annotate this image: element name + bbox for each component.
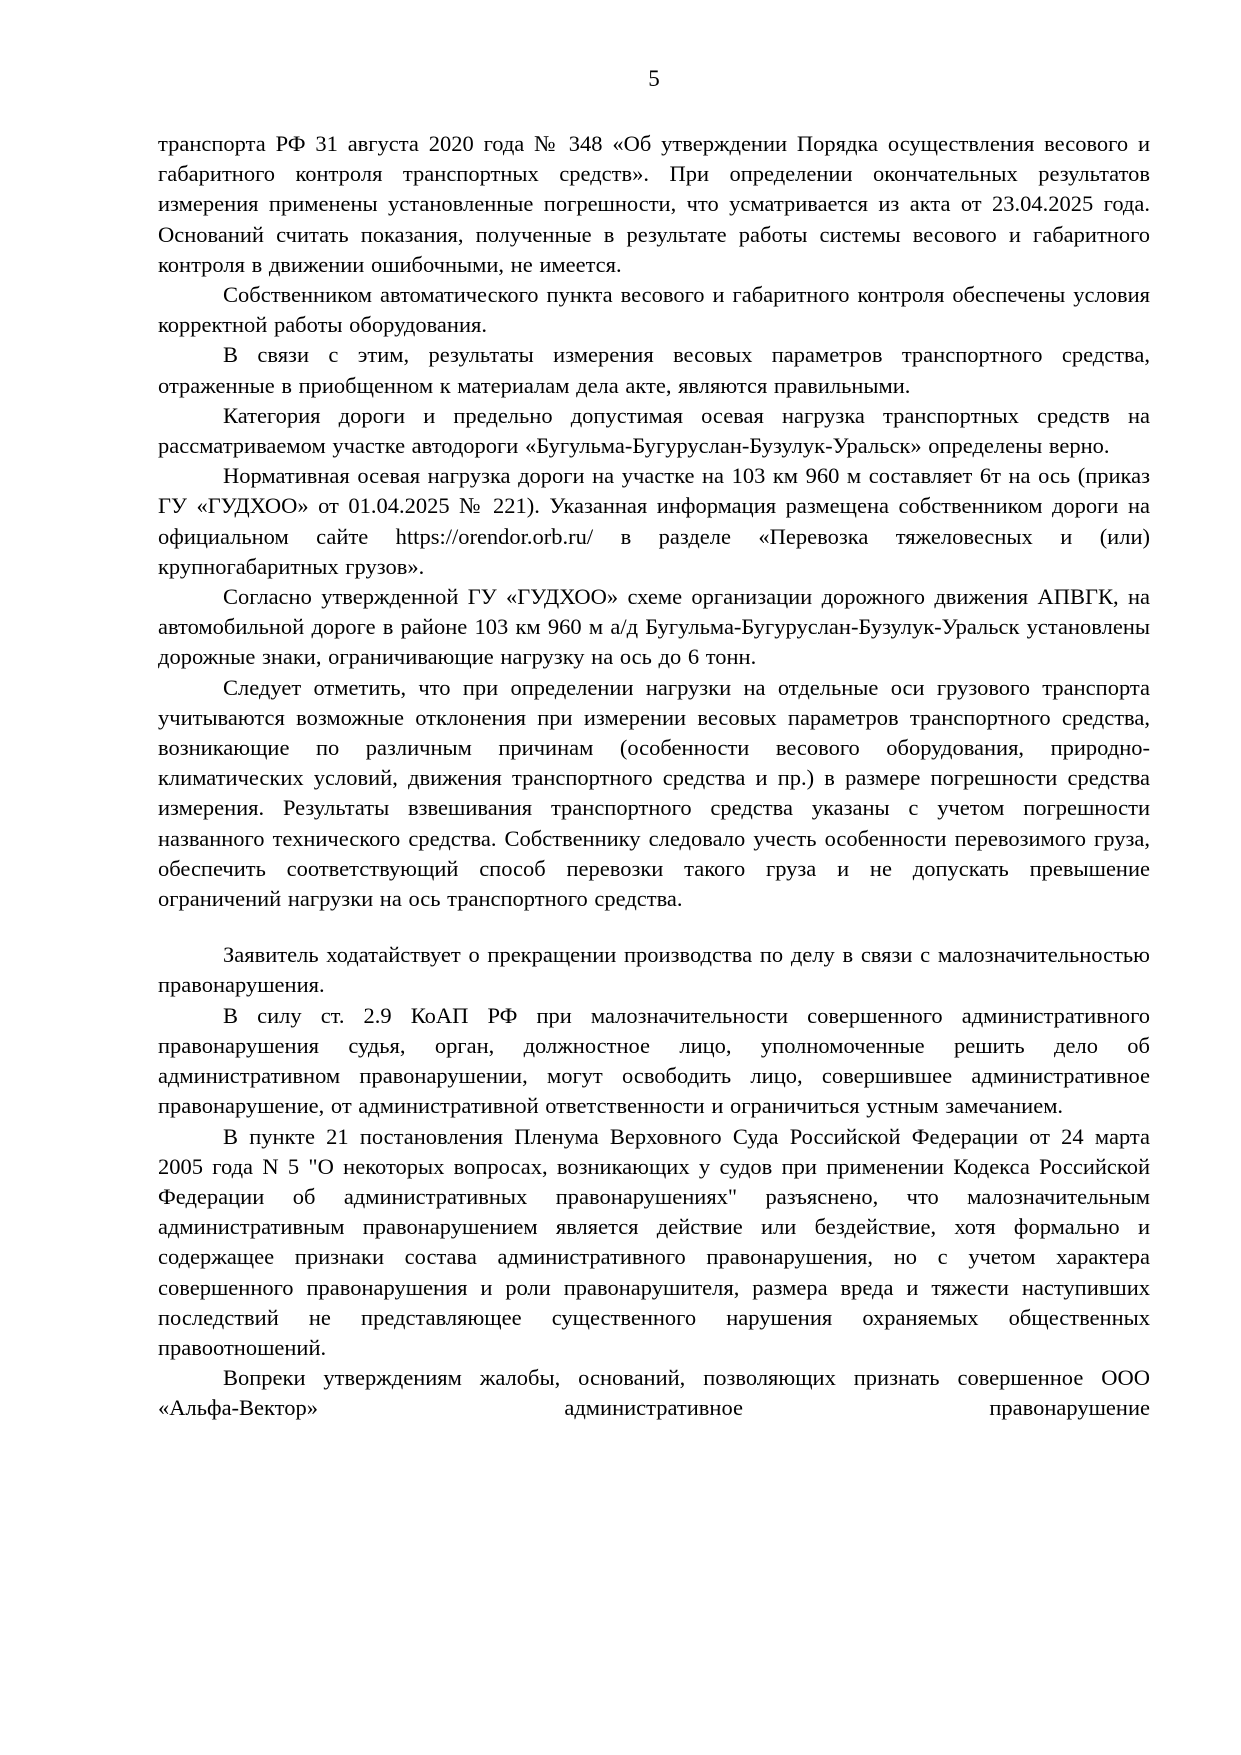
paragraph: Согласно утвержденной ГУ «ГУДХОО» схеме организации дорожного движения АПВГК, на автомобильной дороге в районе 103 км 960 м а/д Бугульма-Бугуруслан-Бузулук-Уральск установлены дорожные знаки, ограничивающие нагрузку на ось до 6 тонн.	[158, 584, 1150, 670]
paragraph: В силу ст. 2.9 КоАП РФ при малозначительности совершенного административного правонарушения судья, орган, должностное лицо, уполномоченные решить дело об административном правонарушении, могут освободить лицо, совершившее административное правонарушение, от административной ответственности и ограничиться устным замечанием.	[158, 1002, 1150, 1119]
paragraph: Вопреки утверждениям жалобы, оснований, позволяющих признать совершенное ООО «Альфа-Вектор» административное правонарушение	[158, 1365, 1150, 1421]
paragraph: Заявитель ходатайствует о прекращении производства по делу в связи с малозначительностью правонарушения.	[158, 942, 1150, 998]
paragraph: В связи с этим, результаты измерения весовых параметров транспортного средства, отраженные в приобщенном к материалам дела акте, являются правильными.	[158, 342, 1150, 398]
paragraph: транспорта РФ 31 августа 2020 года № 348 «Об утверждении Порядка осуществления весового и габаритного контроля транспортных средств». При определении окончательных результатов измерения применены установленные погрешности, что усматривается из акта от 23.04.2025 года. Оснований считать показания, полученные в результате работы системы весового и габаритного контроля в движении ошибочными, не имеется.	[158, 131, 1150, 277]
paragraph: Нормативная осевая нагрузка дороги на участке на 103 км 960 м составляет 6т на ось (приказ ГУ «ГУДХОО» от 01.04.2025 № 221). Указанная информация размещена собственником дороги на официальном сайте https://orendor.orb.ru/ в разделе «Перевозка тяжеловесных и (или) крупногабаритных грузов».	[158, 463, 1150, 579]
paragraph: Собственником автоматического пункта весового и габаритного контроля обеспечены условия корректной работы оборудования.	[158, 282, 1150, 338]
page-number: 5	[648, 66, 660, 91]
paragraph: Следует отметить, что при определении нагрузки на отдельные оси грузового транспорта учитываются возможные отклонения при измерении весовых параметров транспортного средства, возникающие по различным причинам (особенности весового оборудования, природно-климатических условий, движения транспортного средства и пр.) в размере погрешности средства измерения. Результаты взвешивания транспортного средства указаны с учетом погрешности названного технического средства. Собственнику следовало учесть особенности перевозимого груза, обеспечить соответствующий способ перевозки такого груза и не допускать превышение ограничений нагрузки на ось транспортного средства.	[158, 674, 1150, 912]
paragraph: В пункте 21 постановления Пленума Верховного Суда Российской Федерации от 24 марта 2005 года N 5 "О некоторых вопросах, возникающих у судов при применении Кодекса Российской Федерации об административных правонарушениях" разъяснено, что малозначительным административным правонарушением является действие или бездействие, хотя формально и содержащее признаки состава административного правонарушения, но с учетом характера совершенного правонарушения и роли правонарушителя, размера вреда и тяжести наступивших последствий не представляющее существенного нарушения охраняемых общественных правоотношений.	[158, 1123, 1150, 1360]
paragraph: Категория дороги и предельно допустимая осевая нагрузка транспортных средств на рассматриваемом участке автодороги «Бугульма-Бугуруслан-Бузулук-Уральск» определены верно.	[158, 402, 1150, 459]
document-body	[158, 129, 1150, 1424]
